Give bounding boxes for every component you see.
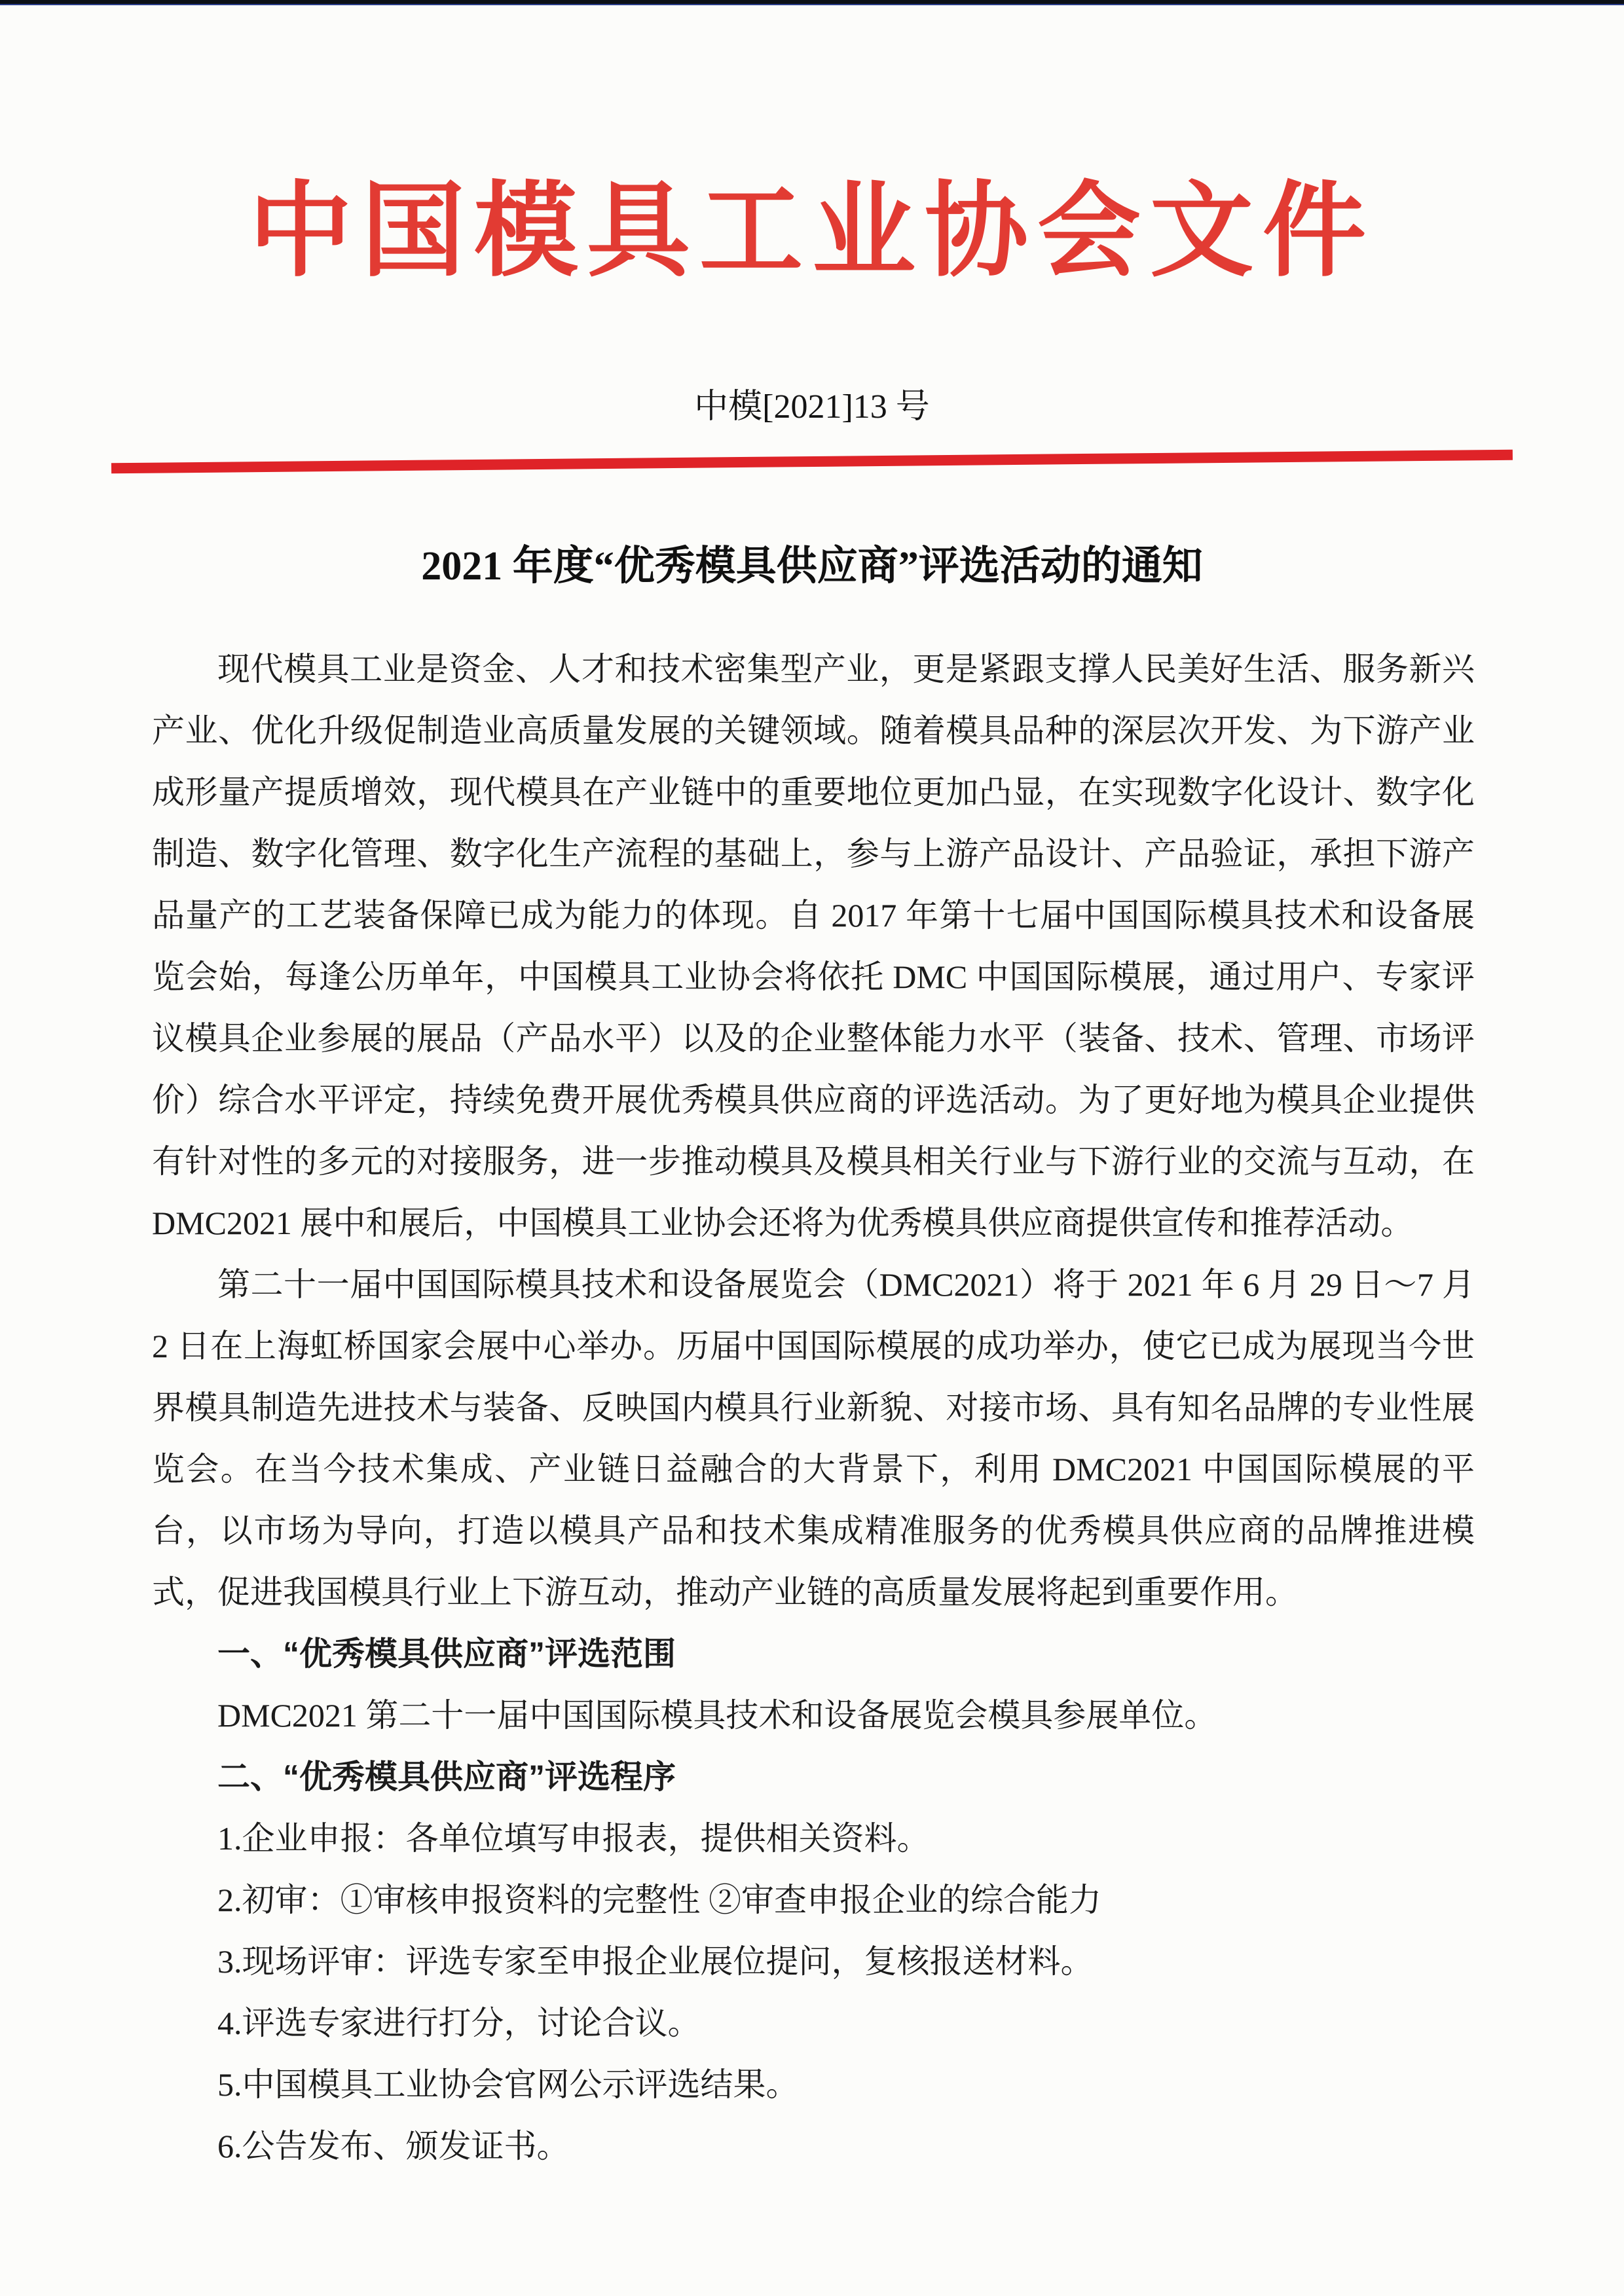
procedure-item-1: 1.企业申报：各单位填写申报表，提供相关资料。 [217, 1820, 930, 1857]
procedure-item-3: 3.现场评审：评选专家至申报企业展位提问，复核报送材料。 [217, 1943, 1094, 1980]
section-2-heading: 二、“优秀模具供应商”评选程序 [217, 1758, 676, 1795]
procedure-item-5: 5.中国模具工业协会官网公示评选结果。 [217, 2066, 799, 2103]
intro-paragraph: 现代模具工业是资金、人才和技术密集型产业，更是紧跟支撑人民美好生活、服务新兴产业、优化升级促制造业高质量发展的关键领域。随着模具品种的深层次开发、为下游产业成形量产提质增效，现代模具在产业链中的重要地位更加凸显，在实现数字化设计、数字化制造、数字化管理、数字化生产流程的基础上，参与上游产品设计、产品验证，承担下游产品量产的工艺装备保障已成为能力的体现。自 2017 年第十七届中国国际模具技术和设备展览会始，每逢公历单年，中国模具工业协会将依托 DMC 中国国际模展，通过用户、专家评议模具企业参展的展品（产品水平）以及的企业整体能力水平（装备、技术、管理、市场评价）综合水平评定，持续免费开展优秀模具供应商的评选活动。为了更好地为模具企业提供有针对性的多元的对接服务，进一步推动模具及模具相关行业与下游行业的交流与互动，在 DMC2021 展中和展后，中国模具工业协会还将为优秀模具供应商提供宣传和推荐活动。 [152, 651, 1475, 1241]
procedure-item-4: 4.评选专家进行打分，讨论合议。 [217, 2005, 701, 2041]
section-1-body: DMC2021 第二十一届中国国际模具技术和设备展览会模具参展单位。 [217, 1697, 1217, 1734]
document-body [152, 638, 1475, 2177]
exhibition-paragraph: 第二十一届中国国际模具技术和设备展览会（DMC2021）将于 2021 年 6 月 29 日～7 月 2 日在上海虹桥国家会展中心举办。历届中国国际模展的成功举办，使它已成为展现当今世界模具制造先进技术与装备、反映国内模具行业新貌、对接市场、具有知名品牌的专业性展览会。在当今技术集成、产业链日益融合的大背景下，利用 DMC2021 中国国际模展的平台，以市场为导向，打造以模具产品和技术集成精准服务的优秀模具供应商的品牌推进模式，促进我国模具行业上下游互动，推动产业链的高质量发展将起到重要作用。 [152, 1266, 1475, 1611]
section-1-heading: 一、“优秀模具供应商”评选范围 [217, 1635, 676, 1672]
masthead-title: 中国模具工业协会文件 [249, 175, 1375, 289]
procedure-item-6: 6.公告发布、颁发证书。 [217, 2128, 570, 2164]
scan-edge-artifact [0, 0, 1624, 5]
notice-title: 2021 年度“优秀模具供应商”评选活动的通知 [421, 544, 1203, 589]
procedure-item-2: 2.初审：①审核申报资料的完整性 ②审查申报企业的综合能力 [217, 1882, 1101, 1918]
doc-number: 中模[2021]13 号 [694, 388, 930, 426]
red-divider-rule [111, 450, 1513, 474]
